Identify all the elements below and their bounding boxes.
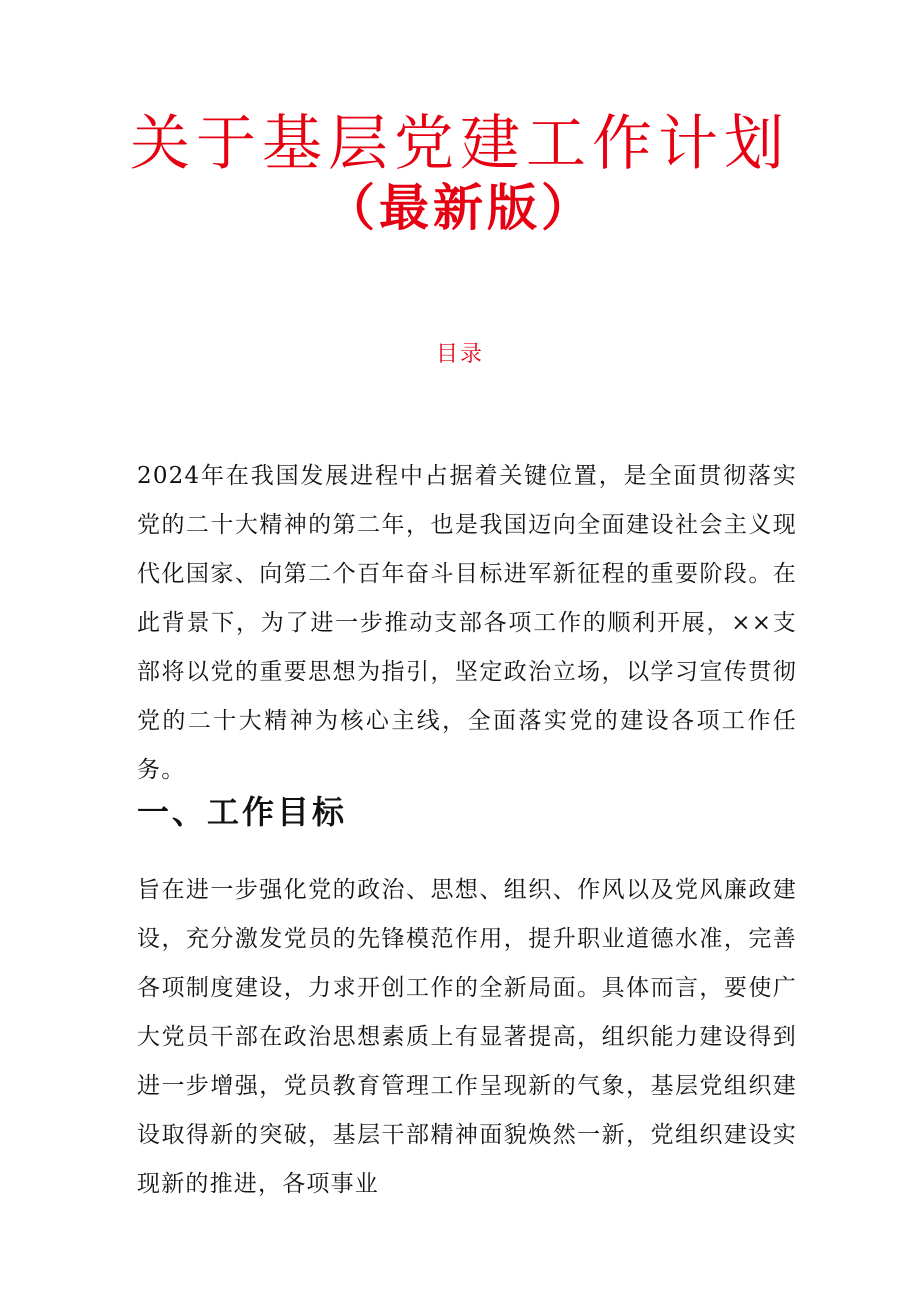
document-title: 关于基层党建工作计划 bbox=[130, 109, 790, 179]
toc-label[interactable]: 目录 bbox=[435, 342, 484, 367]
section-heading-work-goals: 一、工作目标 bbox=[137, 793, 348, 831]
intro-paragraph: 2024年在我国发展进程中占据着关键位置，是全面贯彻落实党的二十大精神的第二年，也是我国迈向全面建设社会主义现代化国家、向第二个百年奋斗目标进军新征程的重要阶段。在此背景下，为了进一步推动支部各项工作的顺利开展，××支部将以党的重要思想为指引，坚定政治立场，以学习宣传贯彻党的二十大精神为核心主线，全面落实党的建设各项工作任务。 bbox=[137, 463, 797, 783]
work-goals-paragraph: 旨在进一步强化党的政治、思想、组织、作风以及党风廉政建设，充分激发党员的先锋模范作用，提升职业道德水准，完善各项制度建设，力求开创工作的全新局面。具体而言，要使广大党员干部在政治思想素质上有显著提高，组织能力建设得到进一步增强，党员教育管理工作呈现新的气象，基层党组织建设取得新的突破，基层干部精神面貌焕然一新，党组织建设实现新的推进，各项事业 bbox=[137, 877, 797, 1197]
document-subtitle: （最新版） bbox=[325, 178, 595, 237]
